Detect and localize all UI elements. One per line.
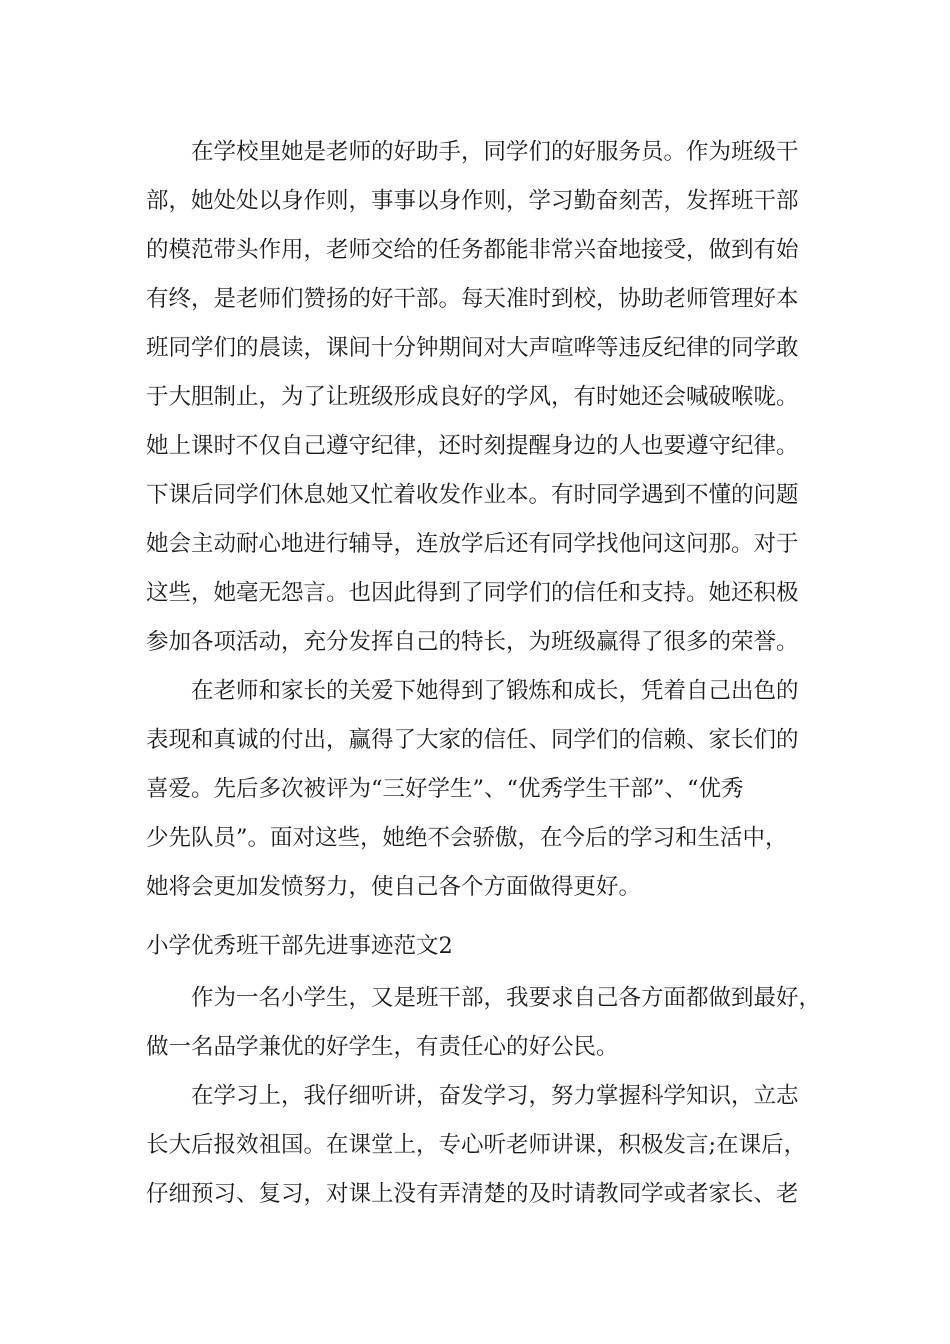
paragraph-line: 在学校里她是老师的好助手，同学们的好服务员。作为班级干 xyxy=(191,139,799,165)
paragraph-line: 班同学们的晨读，课间十分钟期间对大声喧哗等违反纪律的同学敢 xyxy=(146,335,799,361)
paragraph-line: 部，她处处以身作则，事事以身作则，学习勤奋刻苦，发挥班干部 xyxy=(146,188,799,214)
paragraph-line: 有终，是老师们赞扬的好干部。每天准时到校，协助老师管理好本 xyxy=(146,286,799,312)
paragraph-line: 长大后报效祖国。在课堂上，专心听老师讲课，积极发言;在课后， xyxy=(146,1132,807,1158)
paragraph-line: 她会主动耐心地进行辅导，连放学后还有同学找他问这问那。对于 xyxy=(146,531,799,557)
paragraph-line: 做一名品学兼优的好学生，有责任心的好公民。 xyxy=(146,1034,619,1060)
paragraph-line: 作为一名小学生，又是班干部，我要求自己各方面都做到最好， xyxy=(191,985,822,1011)
paragraph-line: 仔细预习、复习，对课上没有弄清楚的及时请教同学或者家长、老 xyxy=(146,1181,799,1207)
paragraph-line: 在学习上，我仔细听讲，奋发学习，努力掌握科学知识，立志 xyxy=(191,1083,799,1109)
paragraph-line: 表现和真诚的付出，赢得了大家的信任、同学们的信赖、家长们的 xyxy=(146,727,799,753)
paragraph-line: 喜爱。先后多次被评为“三好学生”、“优秀学生干部”、“优秀 xyxy=(146,776,744,802)
paragraph-line: 这些，她毫无怨言。也因此得到了同学们的信任和支持。她还积极 xyxy=(146,580,799,606)
paragraph-line: 在老师和家长的关爱下她得到了锻炼和成长，凭着自己出色的 xyxy=(191,678,799,704)
paragraph-line: 于大胆制止，为了让班级形成良好的学风，有时她还会喊破喉咙。 xyxy=(146,384,799,410)
paragraph-line: 的模范带头作用，老师交给的任务都能非常兴奋地接受，做到有始 xyxy=(146,237,799,263)
paragraph-line: 她上课时不仅自己遵守纪律，还时刻提醒身边的人也要遵守纪律。 xyxy=(146,433,799,459)
paragraph-line: 她将会更加发愤努力，使自己各个方面做得更好。 xyxy=(146,874,642,900)
paragraph-line: 参加各项活动，充分发挥自己的特长，为班级赢得了很多的荣誉。 xyxy=(146,629,799,655)
section-heading: 小学优秀班干部先进事迹范文2 xyxy=(146,933,453,959)
paragraph-line: 下课后同学们休息她又忙着收发作业本。有时同学遇到不懂的问题 xyxy=(146,482,799,508)
paragraph-line: 少先队员”。面对这些，她绝不会骄傲，在今后的学习和生活中， xyxy=(146,825,788,851)
